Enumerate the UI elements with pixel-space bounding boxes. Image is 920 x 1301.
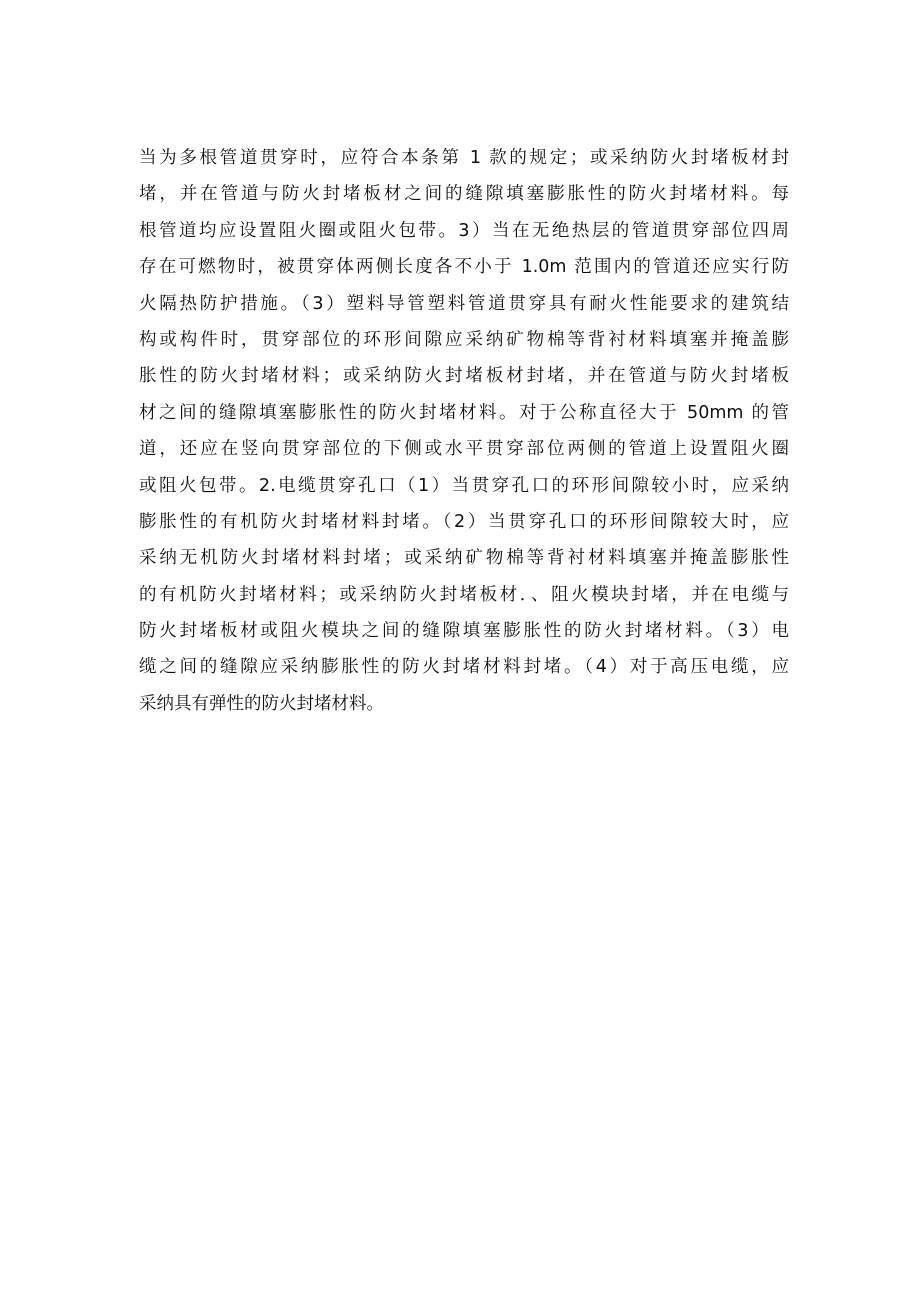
text-line: 防火封堵板材或阻火模块之间的缝隙填塞膨胀性的防火封堵材料。（3）电: [139, 621, 789, 642]
text-line: 根管道均应设置阻火圈或阻火包带。3）当在无绝热层的管道贯穿部位四周: [139, 220, 789, 241]
text-line: 的有机防火封堵材料；或采纳防火封堵板材．、阻火模块封堵，并在电缆与: [139, 584, 789, 605]
text-line: 构或构件时，贯穿部位的环形间隙应采纳矿物棉等背衬材料填塞并掩盖膨: [139, 329, 789, 350]
text-line: 膨胀性的有机防火封堵材料封堵。（2）当贯穿孔口的环形间隙较大时，应: [139, 511, 789, 532]
text-line: 火隔热防护措施。（3）塑料导管塑料管道贯穿具有耐火性能要求的建筑结: [139, 293, 789, 314]
text-line: 采纳具有弹性的防火封堵材料。: [139, 693, 384, 714]
text-line: 堵，并在管道与防火封堵板材之间的缝隙填塞膨胀性的防火封堵材料。每: [139, 184, 789, 205]
text-line: 材之间的缝隙填塞膨胀性的防火封堵材料。对于公称直径大于 50mm 的管: [139, 402, 789, 423]
body-paragraph: [139, 140, 789, 722]
text-line: 缆之间的缝隙应采纳膨胀性的防火封堵材料封堵。（4）对于高压电缆，应: [139, 657, 789, 678]
text-line: 采纳无机防火封堵材料封堵；或采纳矿物棉等背衬材料填塞并掩盖膨胀性: [139, 548, 789, 569]
text-line: 当为多根管道贯穿时，应符合本条第 1 款的规定；或采纳防火封堵板材封: [139, 148, 789, 168]
text-line: 胀性的防火封堵材料；或采纳防火封堵板材封堵，并在管道与防火封堵板: [139, 366, 789, 387]
text-line: 存在可燃物时，被贯穿体两侧长度各不小于 1.0m 范围内的管道还应实行防: [139, 257, 789, 278]
text-line: 道，还应在竖向贯穿部位的下侧或水平贯穿部位两侧的管道上设置阻火圈: [139, 439, 789, 460]
text-line: 或阻火包带。2.电缆贯穿孔口（1）当贯穿孔口的环形间隙较小时，应采纳: [139, 475, 789, 496]
